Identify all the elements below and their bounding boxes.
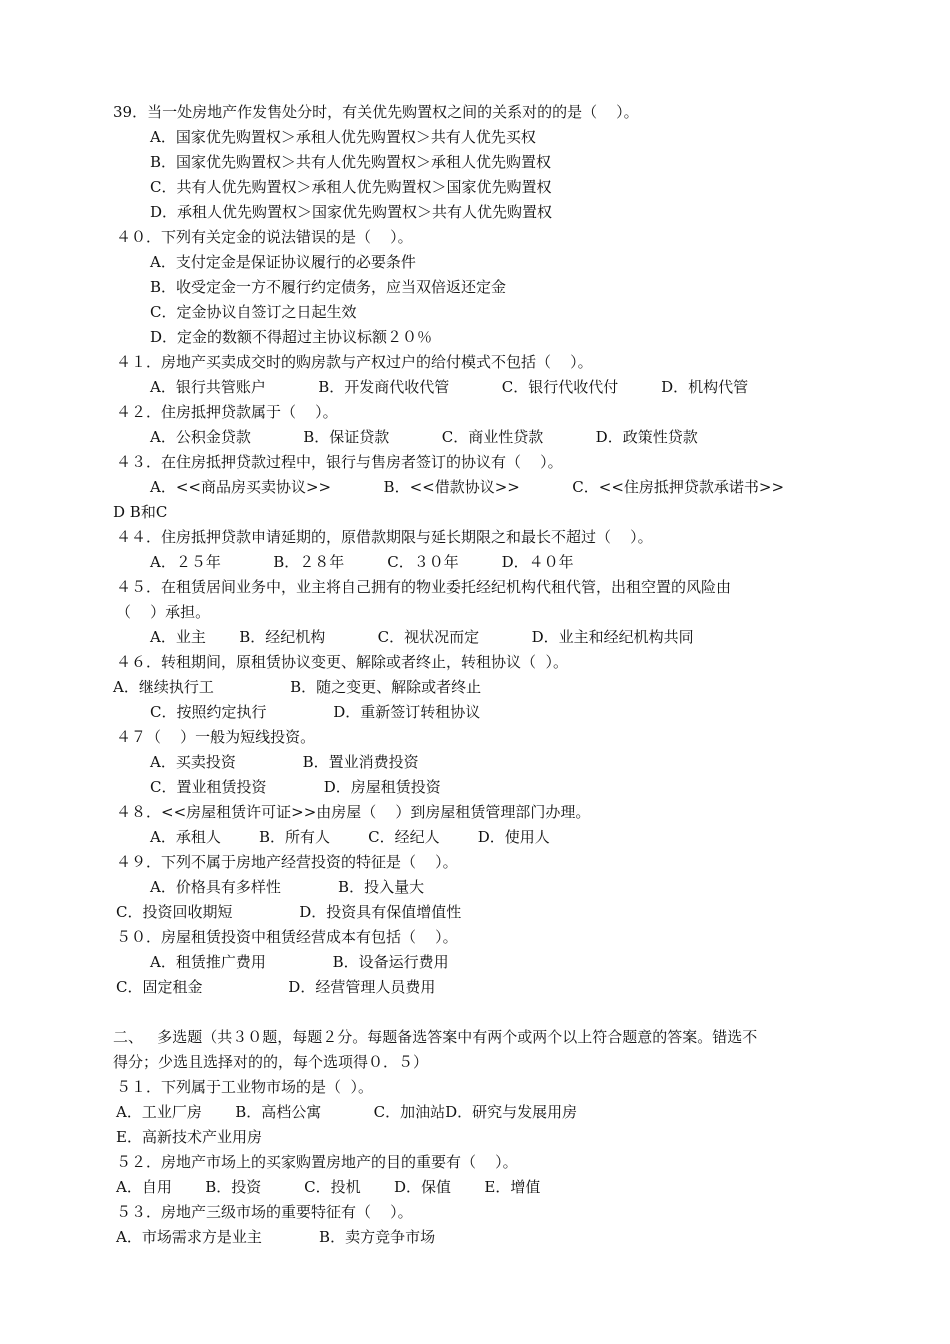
question-45-cont: （ ）承担。: [116, 603, 211, 621]
q50-options-ab: A．租赁推广费用 B．设备运行费用: [150, 953, 449, 971]
q51-options: A．工业厂房 B．高档公寓 C．加油站D．研究与发展用房: [116, 1103, 578, 1121]
question-43: ４３．在住房抵押贷款过程中，银行与售房者签订的协议有（ ）。: [116, 453, 563, 471]
question-39: 39．当一处房地产作发售处分时，有关优先购置权之间的关系对的的是（ ）。: [113, 103, 639, 121]
section-2-heading-cont: 得分；少选且选择对的的，每个选项得０．５）: [113, 1053, 429, 1071]
q43-option-d: D B和C: [113, 503, 168, 521]
q53-options-ab: A．市场需求方是业主 B．卖方竞争市场: [116, 1228, 436, 1246]
q46-options-cd: C．按照约定执行 D．重新签订转租协议: [150, 703, 481, 721]
question-51: ５１．下列属于工业物市场的是（ ）。: [116, 1078, 374, 1096]
question-48: ４８．<<房屋租赁许可证>>由房屋（ ）到房屋租赁管理部门办理。: [116, 803, 591, 821]
question-45: ４５．在租赁居间业务中，业主将自己拥有的物业委托经纪机构代租代管，出租空置的风险由: [116, 578, 732, 596]
question-42: ４２．住房抵押贷款属于（ ）。: [116, 403, 338, 421]
q44-options: A．２５年 B．２８年 C．３０年 D．４０年: [150, 553, 574, 571]
q47-options-ab: A．买卖投资 B．置业消费投资: [150, 753, 419, 771]
q49-options-ab: A．价格具有多样性 B．投入量大: [150, 878, 425, 896]
question-47: ４７（ ）一般为短线投资。: [116, 728, 316, 746]
question-49: ４９．下列不属于房地产经营投资的特征是（ ）。: [116, 853, 458, 871]
question-52: ５２．房地产市场上的买家购置房地产的目的重要有（ ）。: [116, 1153, 518, 1171]
q43-options: A．<<商品房买卖协议>> B．<<借款协议>> C．<<住房抵押贷款承诺书>>: [150, 478, 785, 496]
q48-options: A．承租人 B．所有人 C．经纪人 D．使用人: [150, 828, 550, 846]
question-46: ４６．转租期间，原租赁协议变更、解除或者终止，转租协议（ ）。: [116, 653, 569, 671]
q39-option-c: C．共有人优先购置权＞承租人优先购置权＞国家优先购置权: [150, 178, 552, 196]
q52-options: A．自用 B．投资 C．投机 D．保值 E．增值: [116, 1178, 541, 1196]
section-2-heading: 二、 多选题（共３０题，每题２分。每题备选答案中有两个或两个以上符合题意的答案。错选不: [113, 1028, 758, 1046]
question-53: ５３．房地产三级市场的重要特征有（ ）。: [116, 1203, 413, 1221]
question-41: ４１．房地产买卖成交时的购房款与产权过户的给付模式不包括（ ）。: [116, 353, 593, 371]
q40-option-d: D．定金的数额不得超过主协议标额２０％: [150, 328, 433, 346]
q40-option-c: C．定金协议自签订之日起生效: [150, 303, 357, 321]
q39-option-a: A．国家优先购置权＞承租人优先购置权＞共有人优先买权: [150, 128, 536, 146]
q51-option-e: E．高新技术产业用房: [116, 1128, 262, 1146]
q47-options-cd: C．置业租赁投资 D．房屋租赁投资: [150, 778, 441, 796]
q39-option-b: B．国家优先购置权＞共有人优先购置权＞承租人优先购置权: [150, 153, 552, 171]
q39-option-d: D．承租人优先购置权＞国家优先购置权＞共有人优先购置权: [150, 203, 553, 221]
q50-options-cd: C．固定租金 D．经营管理人员费用: [116, 978, 436, 996]
q45-options: A．业主 B．经纪机构 C．视状况而定 D．业主和经纪机构共同: [150, 628, 694, 646]
q49-options-cd: C．投资回收期短 D．投资具有保值增值性: [116, 903, 462, 921]
q42-options: A．公积金贷款 B．保证贷款 C．商业性贷款 D．政策性贷款: [150, 428, 698, 446]
question-40: ４０．下列有关定金的说法错误的是（ ）。: [116, 228, 413, 246]
q40-option-a: A．支付定金是保证协议履行的必要条件: [150, 253, 416, 271]
question-44: ４４．住房抵押贷款申请延期的，原借款期限与延长期限之和最长不超过（ ）。: [116, 528, 653, 546]
q46-options-ab: A．继续执行工 B．随之变更、解除或者终止: [113, 678, 482, 696]
q40-option-b: B．收受定金一方不履行约定债务，应当双倍返还定金: [150, 278, 507, 296]
q41-options: A．银行共管账户 B．开发商代收代管 C．银行代收代付 D．机构代管: [150, 378, 749, 396]
question-50: ５０．房屋租赁投资中租赁经营成本有包括（ ）。: [116, 928, 458, 946]
